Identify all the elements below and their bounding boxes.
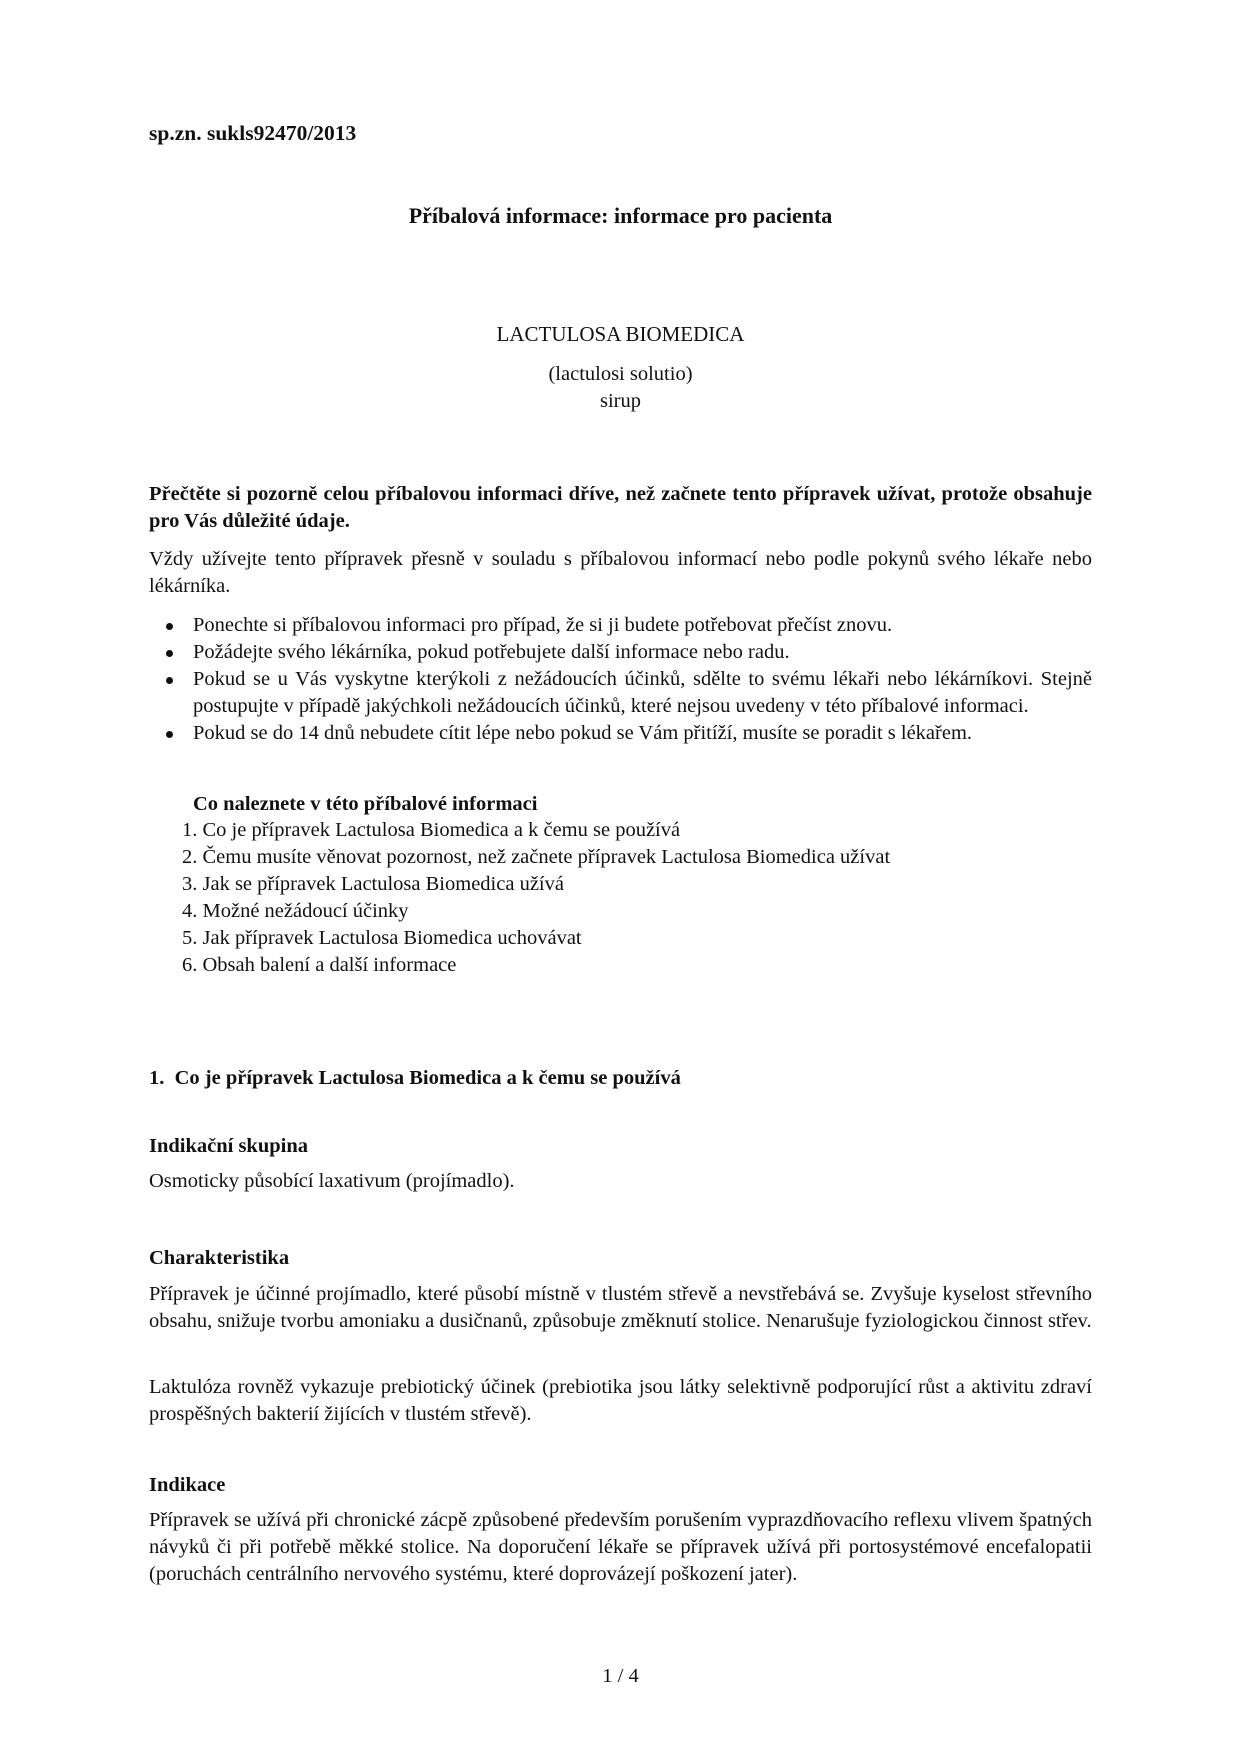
- list-item: Pokud se do 14 dnů nebudete cítit lépe nebo pokud se Vám přitíží, musíte se poradit s lékařem.: [149, 720, 1092, 747]
- product-subtitle: [149, 361, 1092, 415]
- toc-item: 5. Jak přípravek Lactulosa Biomedica uchovávat: [182, 927, 582, 949]
- list-item: Ponechte si příbalovou informaci pro případ, že si ji budete potřebovat přečíst znovu.: [149, 612, 1092, 639]
- toc-heading: Co naleznete v této příbalové informaci: [193, 793, 538, 815]
- toc-item: 3. Jak se přípravek Lactulosa Biomedica užívá: [182, 873, 564, 895]
- notice-bullet-list: [149, 612, 1092, 747]
- list-item: Pokud se u Vás vyskytne kterýkoli z nežádoucích účinků, sdělte to svému lékaři nebo lékárníkovi. Stejně postupujte v případě jakýchkoli nežádoucích účinků, které nejsou uvedeny v této příbalové informaci.: [149, 666, 1092, 720]
- toc-item: 2. Čemu musíte věnovat pozornost, než začnete přípravek Lactulosa Biomedica užívat: [182, 846, 891, 868]
- indication-group-text: Osmoticky působící laxativum (projímadlo).: [149, 1170, 515, 1192]
- indications-heading: Indikace: [149, 1474, 226, 1496]
- document-title: Příbalová informace: informace pro pacienta: [408, 203, 833, 228]
- page-number: 1 / 4: [602, 1665, 639, 1687]
- table-of-contents: [182, 817, 890, 979]
- toc-item: 1. Co je přípravek Lactulosa Biomedica a k čemu se používá: [182, 819, 681, 841]
- reference-number: sp.zn. sukls92470/2013: [149, 121, 357, 145]
- toc-item: 6. Obsah balení a další informace: [182, 954, 457, 976]
- usage-notice: Vždy užívejte tento přípravek přesně v souladu s příbalovou informací nebo podle pokynů svého lékaře nebo lékárníka.: [149, 548, 1092, 597]
- product-latin-name: (lactulosi solutio): [548, 363, 693, 385]
- toc-item: 4. Možné nežádoucí účinky: [182, 900, 409, 922]
- indications-text: Přípravek se užívá při chronické zácpě způsobené především porušením vyprazdňovacího reflexu vlivem špatných návyků či při potřebě měkké stolice. Na doporučení lékaře se přípravek užívá při portosystémové encefalopatii (poruchách centrálního nervového systému, které doprovázejí poškození jater).: [149, 1509, 1092, 1585]
- read-notice: Přečtěte si pozorně celou příbalovou informaci dříve, než začnete tento přípravek užívat, protože obsahuje pro Vás důležité údaje.: [149, 483, 1092, 532]
- characteristics-heading: Charakteristika: [149, 1247, 290, 1269]
- section-1-title: 1. Co je přípravek Lactulosa Biomedica a k čemu se používá: [149, 1067, 681, 1089]
- product-name: LACTULOSA BIOMEDICA: [496, 322, 745, 346]
- indication-group-heading: Indikační skupina: [149, 1135, 308, 1157]
- characteristics-paragraph-2: Laktulóza rovněž vykazuje prebiotický účinek (prebiotika jsou látky selektivně podporující růst a aktivitu zdraví prospěšných bakterií žijících v tlustém střevě).: [149, 1376, 1092, 1425]
- list-item: Požádejte svého lékárníka, pokud potřebujete další informace nebo radu.: [149, 639, 1092, 666]
- product-form: sirup: [600, 390, 641, 412]
- characteristics-paragraph-1: Přípravek je účinné projímadlo, které působí místně v tlustém střevě a nevstřebává se. Zvyšuje kyselost střevního obsahu, snižuje tvorbu amoniaku a dusičnanů, způsobuje změknutí stolice. Nenarušuje fyziologickou činnost střev.: [149, 1283, 1092, 1332]
